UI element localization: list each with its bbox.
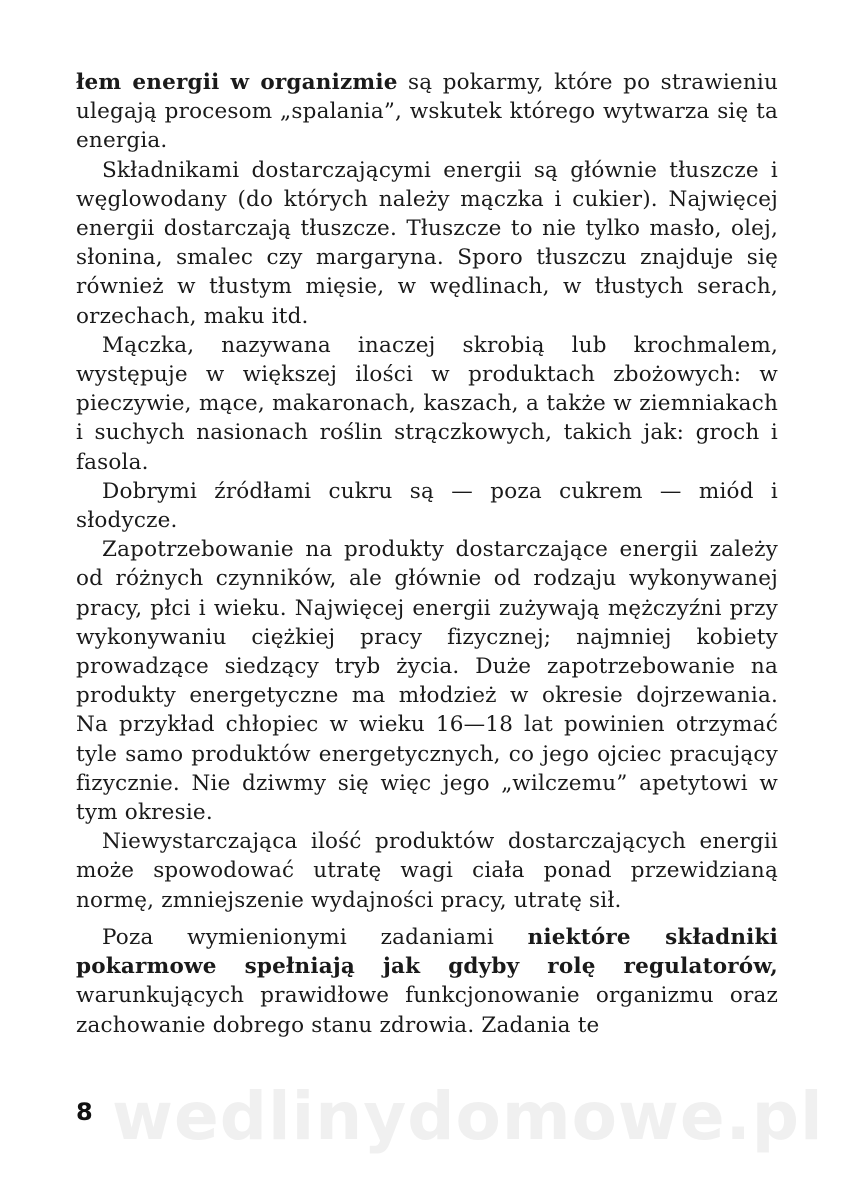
paragraph-6: Niewystarczająca ilość produktów dostarczających energii może spowodować utratę wagi ciała ponad przewidzianą normę, zmniejszenie wydajności pracy, utratę sił. bbox=[76, 829, 778, 913]
paragraph-3: Mączka, nazywana inaczej skrobią lub krochmalem, występuje w większej ilości w produktach zbożowych: w pieczywie, mące, makaronach, kaszach, a także w ziemniakach i suchych nasionach roślin strączkowych, takich jak: groch i fasola. bbox=[76, 332, 778, 475]
watermark-logo: wedlinydomowe.pl bbox=[112, 1078, 824, 1155]
paragraph-4: Dobrymi źródłami cukru są — poza cukrem — miód i słodycze. bbox=[76, 478, 778, 534]
paragraph-2: Składnikami dostarczającymi energii są głównie tłuszcze i węglowodany (do których należy mączka i cukier). Najwięcej energii dostarczają tłuszcze. Tłuszcze to nie tylko masło, olej, słonina, smalec czy margaryna. Sporo tłuszczu znajduje się również w tłustym mięsie, w wędlinach, w tłustych serach, orzechach, maku itd. bbox=[76, 157, 778, 329]
paragraph-1-text: są pokarmy, które po strawieniu ulegają procesom „spalania”, wskutek którego wytwarza się ta energia. bbox=[76, 70, 778, 154]
paragraph-7 bbox=[76, 923, 778, 1040]
paragraph-7-text-before: Poza wymienionymi zadaniami bbox=[102, 924, 528, 950]
paragraph-5: Zapotrzebowanie na produkty dostarczające energii zależy od różnych czynników, ale głównie od rodzaju wykonywanej pracy, płci i wieku. Najwięcej energii zużywają mężczyźni przy wykonywaniu ciężkiej pracy fizycznej; najmniej kobiety prowadzące siedzący tryb życia. Duże zapotrzebowanie na produkty energetyczne ma młodzież w okresie dojrzewania. Na przykład chłopiec w wieku 16—18 lat powinien otrzymać tyle samo produktów energetycznych, co jego ojciec pracujący fizycznie. Nie dziwmy się więc jego „wilczemu” apetytowi w tym okresie. bbox=[76, 537, 778, 826]
body-text bbox=[76, 68, 778, 1040]
paragraph-7-text-after: warunkujących prawidłowe funkcjonowanie organizmu oraz zachowanie dobrego stanu zdrowia. Zadania te bbox=[76, 983, 778, 1038]
paragraph-1 bbox=[76, 68, 778, 156]
bold-phrase-regulators: niektóre składniki pokarmowe spełniają jak gdyby rolę regulatorów, bbox=[76, 924, 778, 980]
page-number: 8 bbox=[76, 1098, 93, 1126]
bold-phrase-energy-source: łem energii w organizmie bbox=[76, 70, 398, 95]
